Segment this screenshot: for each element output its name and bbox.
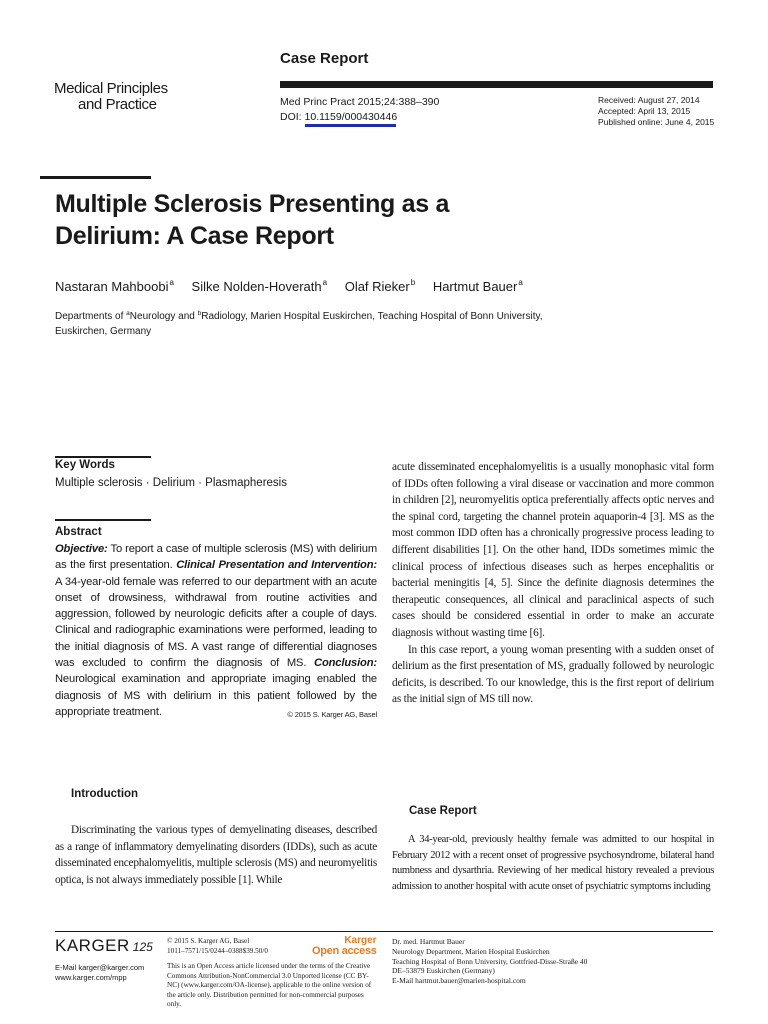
affiliation-rest: Radiology, Marien Hospital Euskirchen, Teaching Hospital of Bonn University, Euskirchen, Germany xyxy=(55,311,543,337)
author-list xyxy=(55,278,537,294)
keywords-heading: Key Words xyxy=(55,459,115,471)
keywords-text: Multiple sclerosis · Delirium · Plasmapheresis xyxy=(55,477,287,489)
affiliation-prefix: Departments of xyxy=(55,311,127,322)
journal-logo-line1: Medical Principles xyxy=(54,80,168,97)
abstract-heading: Abstract xyxy=(55,526,102,538)
abstract-copyright: © 2015 S. Karger AG, Basel xyxy=(287,709,377,719)
author-affiliation-mark: a xyxy=(322,278,328,287)
title-line-2: Delirium: A Case Report xyxy=(55,222,334,250)
open-access-logo-line1: Karger xyxy=(344,935,377,946)
author xyxy=(55,279,174,294)
license-text: This is an Open Access article licensed under the terms of the Creative Commons Attribution-NonCommercial 3.0 Unported license (CC BY-NC) (www.karger.com/OA-license), applicable to the online version of the article only. Distribution permitted for non-commercial purposes only. xyxy=(167,962,372,1008)
journal-logo xyxy=(54,81,168,113)
introduction-text: Discriminating the various types of demyelinating diseases, described as a range of inflammatory demyelinating disorders (IDDs), such as acute disseminated encephalomyelitis, multiple sclerosis (MS) and neuromyelitis optica, is not always immediately possible [1]. While xyxy=(55,824,377,886)
affiliation-mark-b: b xyxy=(197,310,202,317)
correspondence-line: Teaching Hospital of Bonn University, Gottfried-Disse-Straße 40 xyxy=(392,956,588,966)
title-line-1: Multiple Sclerosis Presenting as a xyxy=(55,190,450,218)
paragraph: In this case report, a young woman presenting with a sudden onset of delirium as the first presentation of MS, gradually followed by neurologic deficits, is described. To our knowledge, this is the first report of delirium as the initial sign of MS till now. xyxy=(392,643,714,706)
abstract-body xyxy=(55,541,377,723)
correspondence-address xyxy=(392,937,712,986)
right-column-text xyxy=(392,459,714,708)
author-name: Hartmut Bauer xyxy=(432,279,518,294)
karger-anniversary-mark: 125 xyxy=(132,940,153,954)
author-name: Nastaran Mahboobi xyxy=(55,279,169,294)
introduction-heading: Introduction xyxy=(71,788,139,800)
correspondence-line: DE–53879 Euskirchen (Germany) xyxy=(392,966,495,976)
abstract-objective-label: Objective: xyxy=(55,543,108,555)
author-affiliation-mark: a xyxy=(518,278,523,287)
author xyxy=(345,279,415,294)
affiliation xyxy=(55,306,595,339)
footer-rule xyxy=(55,931,713,932)
citation xyxy=(280,95,439,125)
published-date: Published online: June 4, 2015 xyxy=(598,117,715,127)
citation-line: Med Princ Pract 2015;24:388–390 xyxy=(280,96,440,108)
publisher-contact xyxy=(55,963,144,983)
correspondence-line: Dr. med. Hartmut Bauer xyxy=(392,937,465,946)
abstract-clinical-label: Clinical Presentation and Intervention: xyxy=(176,559,377,572)
footer-copyright: © 2015 S. Karger AG, Basel xyxy=(167,937,250,945)
section-label: Case Report xyxy=(280,50,369,67)
header-rule xyxy=(280,81,713,88)
keywords-rule xyxy=(55,456,151,458)
abstract-clinical: A 34-year-old female was referred to our department with an acute onset of drowsiness, withdrawal from routine activities and aggression, followed by neurologic deficits after a couple of days. Clinical and radiographic examinations were performed, leading to the initial diagnosis of MS. A vast range of differential diagnoses was excluded to confirm the diagnosis of MS. xyxy=(55,575,377,670)
abstract-conclusion-label: Conclusion: xyxy=(314,657,377,670)
author-affiliation-mark: b xyxy=(410,278,416,287)
author xyxy=(433,279,523,294)
paragraph: acute disseminated encephalomyelitis is a usually monophasic vital form of IDDs often following a viral disease or vaccination and more common in children [2], neuromyelitis optica preferentially affects optic nerves and the spinal cord, targeting the channel protein aquaporin-4 [3]. MS as the most common IDD often has a chronically progressive process leading to different disabilities [1]. On the other hand, IDDs sometimes mimic the clinical process of infectious diseases such as herpes encephalitis or bacterial meningitis [4, 5]. Since the definite diagnosis determines the therapeutic consequences, all clinical and paraclinical aspects of such cases should be considered essential in order to make an accurate diagnosis without wasting time [6]. xyxy=(392,461,714,639)
abstract-objective: To report a case of multiple sclerosis (MS) with delirium as the first presentation. xyxy=(55,543,377,572)
abstract-rule xyxy=(55,519,151,521)
paper-title xyxy=(55,188,615,252)
footer-issn: 1011–7571/15/0244–0388$39.50/0 xyxy=(167,946,268,955)
case-report-text: A 34-year-old, previously healthy female was admitted to our hospital in February 2012 with a recent onset of progressive psychosyndrome, bilateral hand numbness and dysarthria. Reviewing of her medical history revealed a previous admission to another hospital with acute onset of psychiatric symptoms including xyxy=(392,834,714,892)
author-name: Silke Nolden-Hoverath xyxy=(191,279,322,294)
case-report-heading: Case Report xyxy=(409,805,477,817)
author-affiliation-mark: a xyxy=(169,278,174,287)
affiliation-mark-a: a xyxy=(126,310,130,317)
doi-line xyxy=(280,110,439,125)
doi-link-underline xyxy=(305,124,396,127)
received-date: Received: August 27, 2014 xyxy=(598,95,700,105)
author-name: Olaf Rieker xyxy=(344,279,410,294)
author xyxy=(192,279,328,294)
journal-logo-line2: and Practice xyxy=(78,96,157,113)
open-access-logo-line2: Open access xyxy=(312,945,377,957)
abstract-conclusion: Neurological examination and appropriate imaging enabled the diagnosis of MS with delirium in this patient followed by the appropriate treatment. xyxy=(55,673,377,718)
title-rule xyxy=(40,176,151,179)
doi-prefix: DOI: xyxy=(280,111,305,123)
karger-logo xyxy=(55,936,153,956)
accepted-date: Accepted: April 13, 2015 xyxy=(598,106,691,116)
article-dates xyxy=(598,95,714,128)
publisher-email: E-Mail karger@karger.com xyxy=(55,963,145,972)
open-access-logo xyxy=(312,936,377,956)
correspondence-email[interactable]: E-Mail hartmut.bauer@marien-hospital.com xyxy=(392,976,526,986)
correspondence-line: Neurology Department, Marien Hospital Euskirchen xyxy=(392,946,550,956)
karger-wordmark: KARGER xyxy=(55,936,130,955)
affiliation-dept-a: Neurology and xyxy=(129,311,198,322)
doi-link[interactable]: 10.1159/000430446 xyxy=(304,111,398,123)
publisher-website: www.karger.com/mpp xyxy=(55,973,127,982)
